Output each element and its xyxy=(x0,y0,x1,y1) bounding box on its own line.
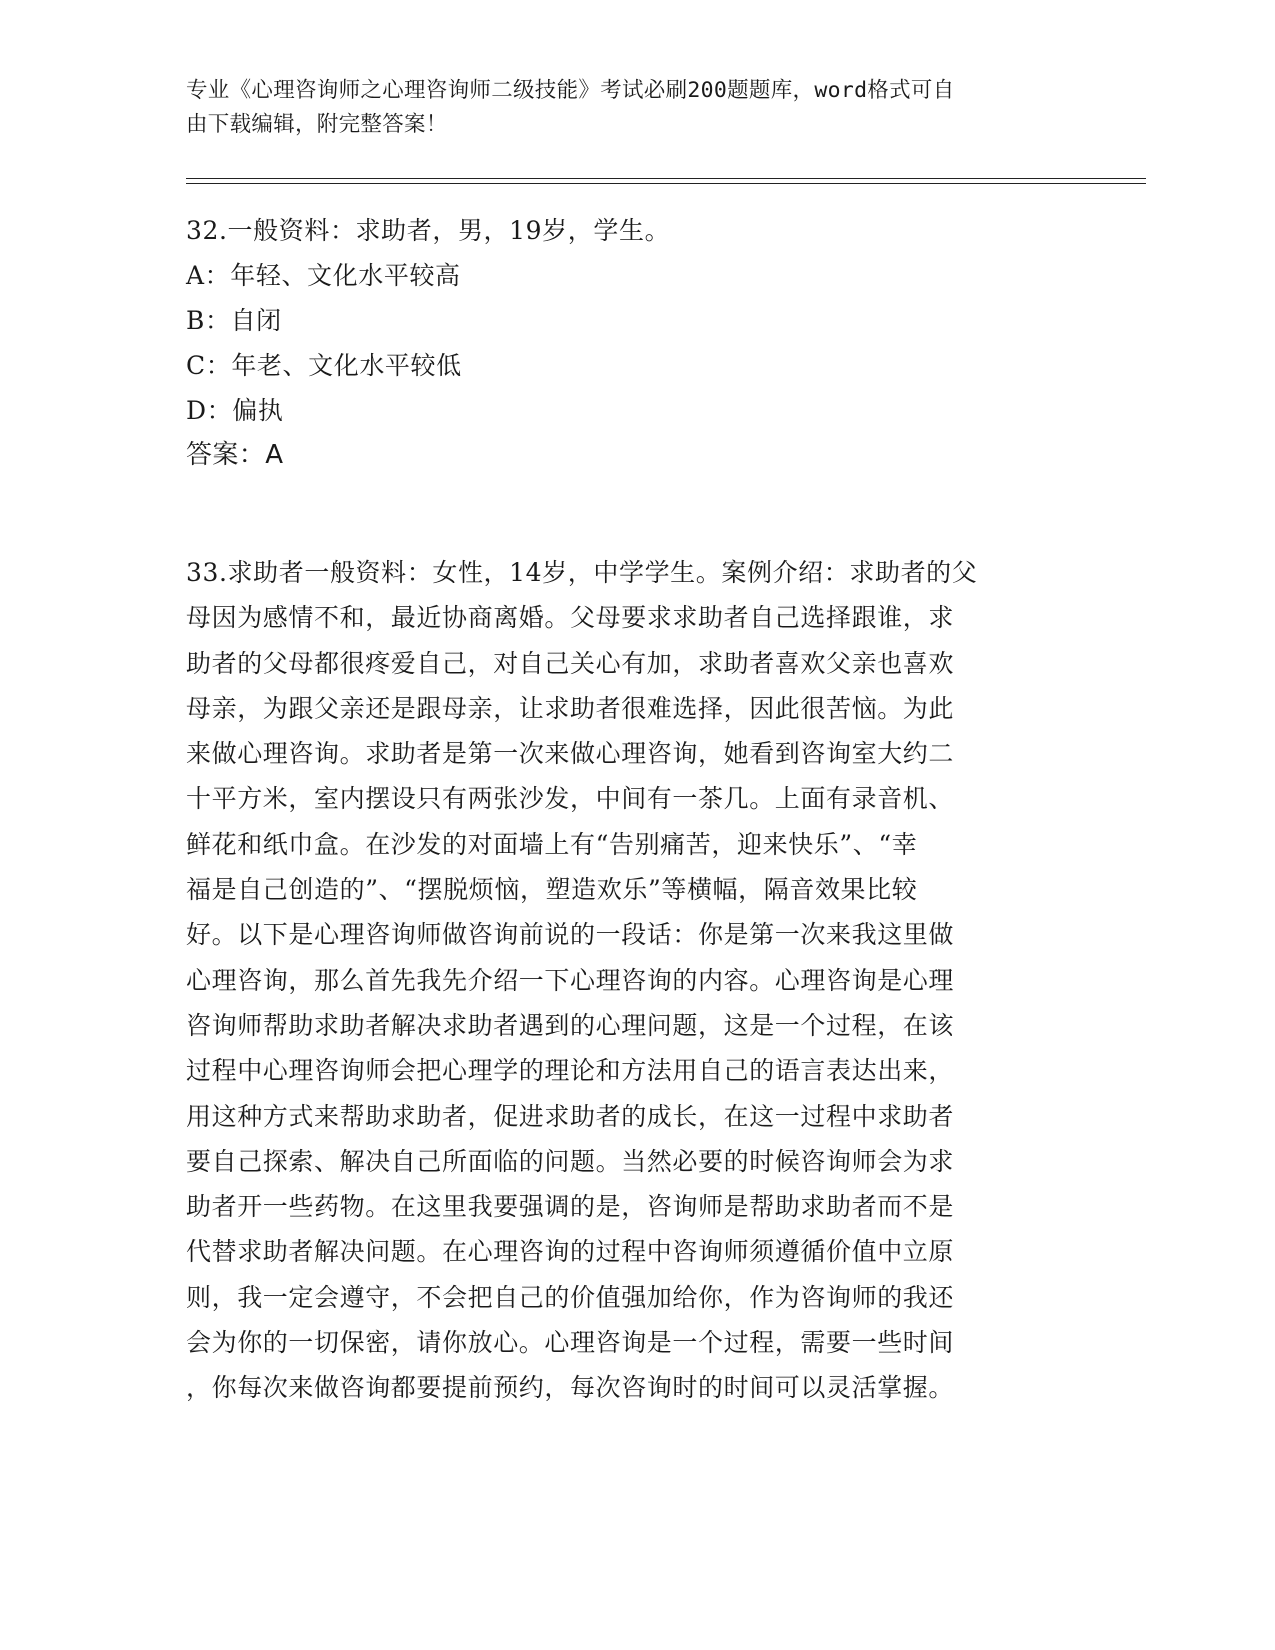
header-divider-bottom xyxy=(186,183,1146,184)
question-33 xyxy=(186,550,977,1411)
paragraph-line: 助者开一些药物。在这里我要强调的是，咨询师是帮助求助者而不是 xyxy=(186,1192,955,1222)
question-stem: 32.一般资料：求助者，男，19岁，学生。 xyxy=(186,216,671,245)
paragraph-line: 助者的父母都很疼爱自己，对自己关心有加，求助者喜欢父亲也喜欢 xyxy=(186,648,955,678)
paragraph-line: 福是自己创造的”、“摆脱烦恼，塑造欢乐”等横幅，隔音效果比较 xyxy=(186,875,918,905)
paragraph-line: 要自己探索、解决自己所面临的问题。当然必要的时候咨询师会为求 xyxy=(186,1146,955,1176)
paragraph-line: 来做心理咨询。求助者是第一次来做心理咨询，她看到咨询室大约二 xyxy=(186,739,955,769)
question-32 xyxy=(186,208,670,478)
paragraph-line: 母亲，为跟父亲还是跟母亲，让求助者很难选择，因此很苦恼。为此 xyxy=(186,693,955,723)
paragraph-line: 鲜花和纸巾盒。在沙发的对面墙上有“告别痛苦，迎来快乐”、“幸 xyxy=(186,829,918,859)
paragraph-line: 母因为感情不和，最近协商离婚。父母要求求助者自己选择跟谁，求 xyxy=(186,603,955,633)
paragraph-line: 会为你的一切保密，请你放心。心理咨询是一个过程，需要一些时间 xyxy=(186,1328,955,1358)
header-line-2: 由下载编辑，附完整答案！ xyxy=(186,112,448,137)
paragraph-line: ，你每次来做咨询都要提前预约，每次咨询时的时间可以灵活掌握。 xyxy=(186,1373,955,1403)
option-c: C：年老、文化水平较低 xyxy=(186,351,462,380)
paragraph-line: 33.求助者一般资料：女性，14岁，中学学生。案例介绍：求助者的父 xyxy=(186,558,978,587)
paragraph-line: 过程中心理咨询师会把心理学的理论和方法用自己的语言表达出来， xyxy=(186,1056,955,1086)
header-divider-top xyxy=(186,178,1146,179)
paragraph-line: 则，我一定会遵守，不会把自己的价值强加给你，作为咨询师的我还 xyxy=(186,1282,955,1312)
option-d: D：偏执 xyxy=(186,396,284,425)
paragraph-line: 用这种方式来帮助求助者，促进求助者的成长，在这一过程中求助者 xyxy=(186,1101,955,1131)
option-b: B：自闭 xyxy=(186,306,282,335)
paragraph-line: 代替求助者解决问题。在心理咨询的过程中咨询师须遵循价值中立原 xyxy=(186,1237,955,1267)
document-header xyxy=(186,74,1066,142)
paragraph-line: 好。以下是心理咨询师做咨询前说的一段话：你是第一次来我这里做 xyxy=(186,920,955,950)
paragraph-line: 心理咨询，那么首先我先介绍一下心理咨询的内容。心理咨询是心理 xyxy=(186,965,955,995)
answer-line: 答案：A xyxy=(186,440,284,470)
paragraph-line: 咨询师帮助求助者解决求助者遇到的心理问题，这是一个过程，在该 xyxy=(186,1010,955,1040)
paragraph-line: 十平方米，室内摆设只有两张沙发，中间有一茶几。上面有录音机、 xyxy=(186,784,955,814)
header-line-1: 专业《心理咨询师之心理咨询师二级技能》考试必刷200题题库，word格式可自 xyxy=(186,78,955,103)
option-a: A：年轻、文化水平较高 xyxy=(186,261,461,290)
